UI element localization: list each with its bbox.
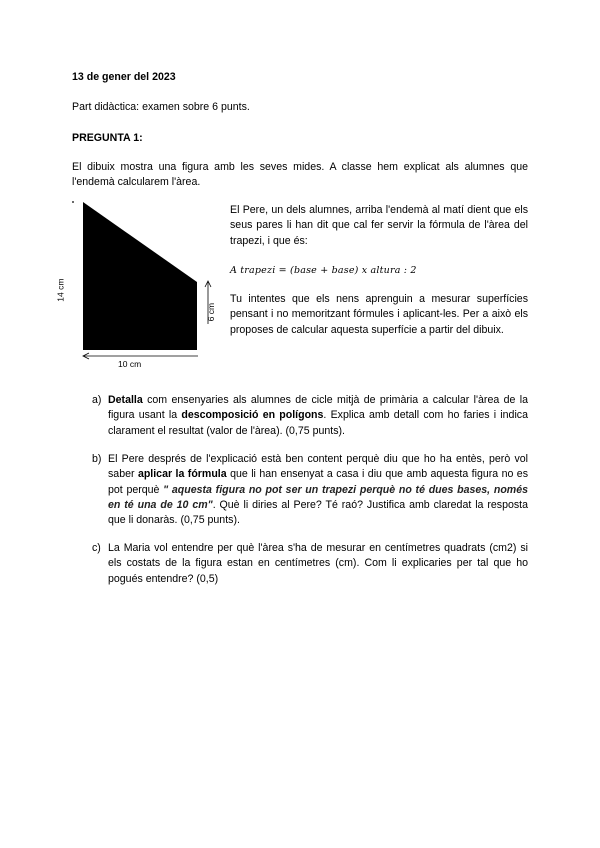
question-c-letter: c) bbox=[92, 542, 101, 554]
question-a-bold-1: Detalla bbox=[108, 394, 143, 406]
question-a-text-1: com ensenyaries als alumnes de cicle mitjà de primària a calcular l'àrea de la figura usant la bbox=[108, 394, 528, 422]
bottom-dimension-label: 10 cm bbox=[118, 359, 142, 369]
exam-subtitle: Part didàctica: examen sobre 6 punts. bbox=[72, 101, 250, 113]
question-c bbox=[92, 541, 528, 587]
teaching-paragraph: Tu intentes que els nens aprenguin a mesurar superfícies pensant i no memoritzant fórmules i aplicant-les. Per a això els proposes de calcular aquesta superfície a partir del dibuix. bbox=[230, 293, 528, 336]
trapezoid-formula: A trapezi = (base + base) x altura : 2 bbox=[230, 265, 417, 276]
question-b-quote: " aquesta figura no pot ser un trapezi perquè no té dues bases, només en té una de 10 cm" bbox=[108, 483, 528, 512]
question-a bbox=[92, 393, 528, 439]
exam-date: 13 de gener del 2023 bbox=[72, 71, 176, 83]
question-b-letter: b) bbox=[92, 453, 102, 465]
trapezoid-figure bbox=[56, 196, 226, 372]
question-a-letter: a) bbox=[92, 394, 102, 406]
question-b-text-3: . Què li diries al Pere? Té raó? Justifica amb claredat la resposta que li donaràs. (0,75 punts). bbox=[108, 499, 528, 527]
figure-drawing bbox=[56, 196, 226, 372]
question-b-bold-1: aplicar la fórmula bbox=[137, 468, 227, 481]
question-a-text bbox=[108, 393, 528, 439]
pere-paragraph: El Pere, un dels alumnes, arriba l'endemà al matí dient que els seus pares li han dit que cal fer servir la fórmula de l'àrea del trapezi, i que és: bbox=[230, 204, 528, 247]
question-a-bold-2: descomposició en polígons bbox=[181, 409, 324, 422]
question-b-text-2: que li han ensenyat a casa i diu que amb aquesta figura no es pot perquè bbox=[108, 468, 528, 496]
right-dimension-label: 6 cm bbox=[206, 302, 217, 322]
question-c-text: La Maria vol entendre per què l'àrea s'ha de mesurar en centímetres quadrats (cm2) si els costats de la figura estan en centímetres (cm). Com li explicaries per tal que ho pogués entendre? (0,5) bbox=[108, 542, 528, 585]
question-b-text-1: El Pere després de l'explicació està ben content perquè diu que ho ha entès, però vol saber bbox=[108, 453, 528, 481]
question-b bbox=[92, 452, 528, 529]
left-dimension-label: 14 cm bbox=[55, 278, 66, 302]
corner-dot bbox=[72, 201, 74, 203]
question-title: PREGUNTA 1: bbox=[72, 132, 143, 144]
trapezoid-shape bbox=[83, 202, 197, 350]
question-a-text-2: . Explica amb detall com ho faries i indica clarament el resultat (valor de l'àrea). (0,75 punts). bbox=[108, 409, 528, 437]
question-b-text bbox=[108, 452, 528, 529]
intro-paragraph: El dibuix mostra una figura amb les seves mides. A classe hem explicat als alumnes que l'endemà calcularem l'àrea. bbox=[72, 161, 528, 189]
